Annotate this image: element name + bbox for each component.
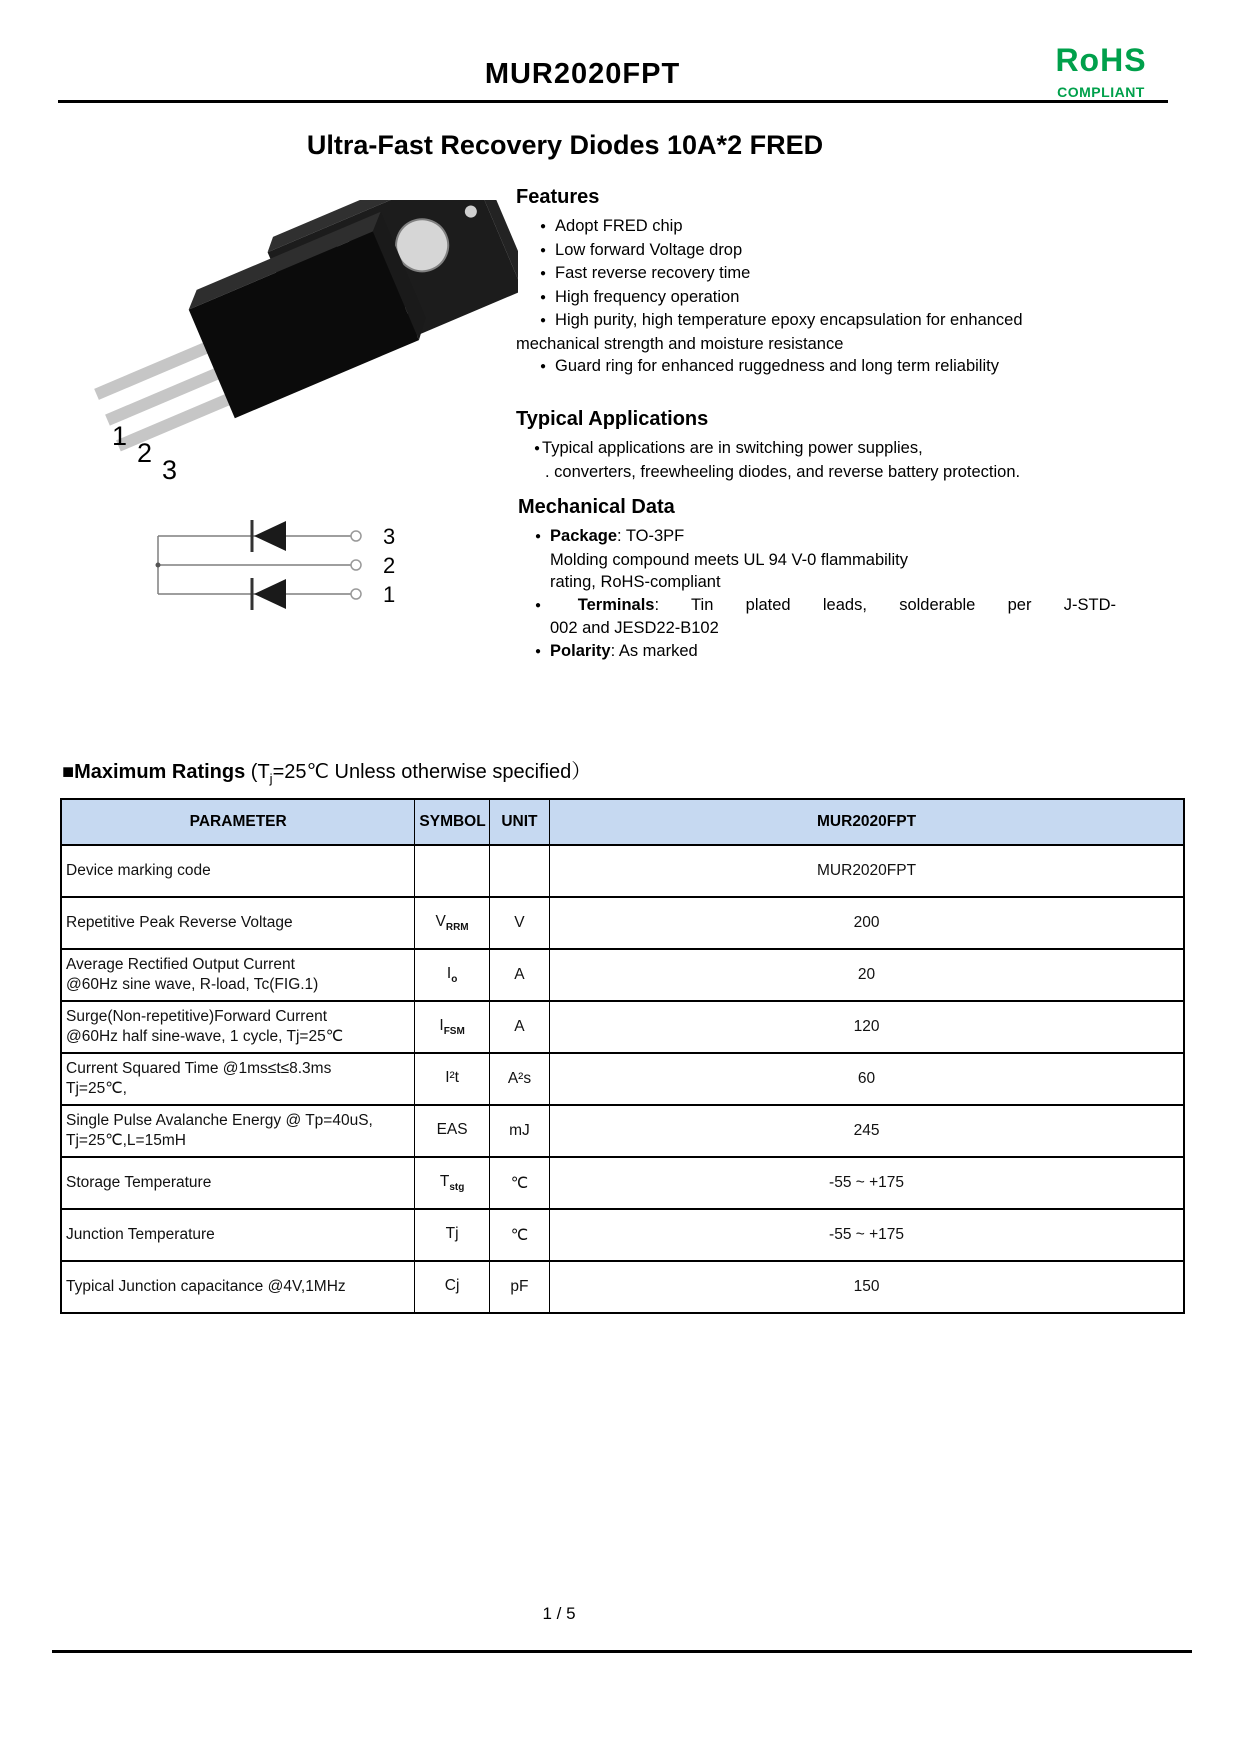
rohs-compliant-label: COMPLIANT bbox=[1057, 84, 1145, 100]
table-row: Junction Temperature Tj ℃ -55 ~ +175 bbox=[61, 1209, 1184, 1261]
footer-rule bbox=[52, 1650, 1192, 1653]
mechanical-polarity-item: ● Polarity: As marked bbox=[518, 640, 1118, 664]
features-section bbox=[516, 186, 1094, 379]
page-title: Ultra-Fast Recovery Diodes 10A*2 FRED bbox=[306, 130, 824, 160]
mechanical-heading: Mechanical Data bbox=[518, 496, 675, 518]
diode-symbol-bottom bbox=[254, 579, 286, 609]
diode-schematic bbox=[140, 500, 470, 625]
mechanical-package-cont: rating, RoHS-compliant bbox=[550, 573, 721, 591]
rohs-badge: RoHS bbox=[1055, 42, 1147, 78]
applications-text: . converters, freewheeling diodes, and reverse battery protection. bbox=[545, 462, 1021, 481]
table-row: Average Rectified Output Current @60Hz sine wave, R-load, Tc(FIG.1) $I_o$ A 20 bbox=[61, 949, 1184, 1001]
package-pin-label-1: 1 bbox=[112, 421, 128, 451]
col-header-unit: UNIT bbox=[489, 799, 549, 845]
col-header-parameter: PARAMETER bbox=[61, 799, 415, 845]
table-row: Storage Temperature $T_{stg}$ ℃ -55 ~ +175 bbox=[61, 1157, 1184, 1209]
mechanical-data-section bbox=[518, 496, 1118, 663]
terminal-label-1: 1 bbox=[383, 582, 396, 607]
terminal-label-2: 2 bbox=[383, 553, 396, 578]
mechanical-package-cont: Molding compound meets UL 94 V-0 flammability bbox=[550, 550, 908, 569]
applications-text: ● Typical applications are in switching power supplies, bbox=[534, 437, 1128, 461]
feature-item: ● Guard ring for enhanced ruggedness and long term reliability bbox=[516, 355, 1094, 379]
table-row: Surge(Non-repetitive)Forward Current @60Hz half sine-wave, 1 cycle, Tj=25℃ $I_{FSM}$ A 120 bbox=[61, 1001, 1184, 1053]
max-ratings-table bbox=[60, 798, 1185, 1314]
feature-item: ● Low forward Voltage drop bbox=[516, 239, 1094, 263]
table-row: Single Pulse Avalanche Energy @ Tp=40uS, Tj=25℃,L=15mH EAS mJ 245 bbox=[61, 1105, 1184, 1157]
table-row: Current Squared Time @1ms≤t≤8.3ms Tj=25℃, I²t A²s 60 bbox=[61, 1053, 1184, 1105]
package-image bbox=[88, 200, 518, 500]
feature-item: ● Adopt FRED chip bbox=[516, 215, 1094, 239]
terminal-3-node bbox=[351, 531, 361, 541]
page-number: 1 / 5 bbox=[542, 1604, 576, 1623]
table-row: Repetitive Peak Reverse Voltage $V_{RRM}$ V 200 bbox=[61, 897, 1184, 949]
mechanical-terminals-cont: 002 and JESD22-B102 bbox=[550, 619, 719, 637]
package-pin-label-3: 3 bbox=[162, 455, 178, 485]
max-ratings-heading: ■Maximum Ratings ($T_j=25℃$ Unless otherwise specified） bbox=[62, 761, 592, 786]
table-header-row bbox=[61, 799, 1184, 845]
diode-symbol-top bbox=[254, 521, 286, 551]
feature-item: ● Fast reverse recovery time bbox=[516, 262, 1094, 286]
feature-item: ● High purity, high temperature epoxy encapsulation for enhanced mechanical strength and moisture resistance bbox=[516, 309, 1094, 355]
package-pin-label-2: 2 bbox=[137, 438, 153, 468]
mechanical-package-item: ● Package: TO-3PF bbox=[518, 525, 1118, 549]
part-number: MUR2020FPT bbox=[484, 58, 681, 90]
col-header-part: MUR2020FPT bbox=[550, 799, 1184, 845]
package-body-group bbox=[88, 200, 518, 464]
feature-item: ● High frequency operation bbox=[516, 286, 1094, 310]
features-heading: Features bbox=[516, 186, 600, 208]
applications-heading: Typical Applications bbox=[516, 408, 709, 430]
applications-section bbox=[516, 408, 1128, 483]
terminal-2-node bbox=[351, 560, 361, 570]
mechanical-terminals-item: ● Terminals: Tin plated leads, solderable per J-STD- bbox=[518, 594, 1118, 618]
header-rule bbox=[58, 100, 1168, 103]
terminal-1-node bbox=[351, 589, 361, 599]
table-row: Typical Junction capacitance @4V,1MHz Cj pF 150 bbox=[61, 1261, 1184, 1313]
table-row: Device marking code MUR2020FPT bbox=[61, 845, 1184, 897]
terminal-label-3: 3 bbox=[383, 524, 396, 549]
col-header-symbol: SYMBOL bbox=[415, 799, 489, 845]
